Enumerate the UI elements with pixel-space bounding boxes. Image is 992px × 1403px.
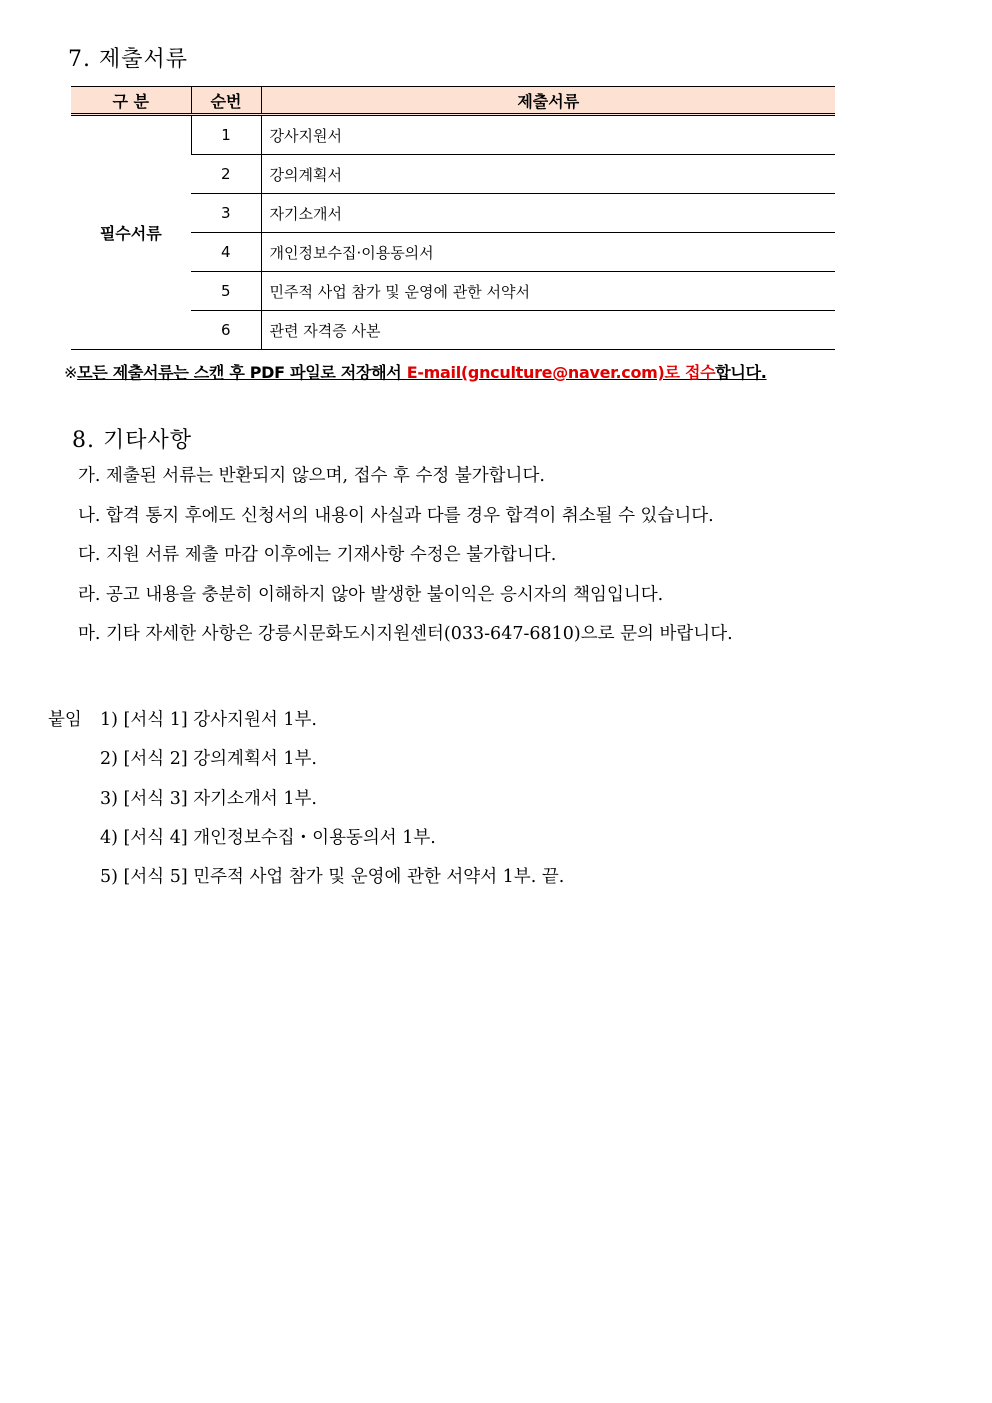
list-item: 다. 지원 서류 제출 마감 이후에는 기재사항 수정은 불가합니다. (78, 545, 557, 565)
header-number: 순번 (191, 87, 261, 115)
section-8-title: 8. 기타사항 (72, 428, 192, 453)
attachment-text: 5) [서식 5] 민주적 사업 참가 및 운영에 관한 서약서 1부. 끝. (100, 867, 565, 888)
submission-notice (64, 360, 767, 383)
attachment-item (48, 705, 564, 744)
notice-underlined (77, 363, 766, 382)
attachment-text: 4) [서식 4] 개인정보수집・이용동의서 1부. (100, 827, 436, 848)
attachment-item (48, 784, 564, 823)
section-7-title: 7. 제출서류 (68, 47, 188, 72)
row-number: 1 (191, 115, 261, 155)
documents-table (71, 86, 835, 350)
row-number: 4 (191, 233, 261, 272)
row-document: 강의계획서 (261, 155, 835, 194)
table-header-row (71, 87, 835, 115)
other-matters-list (78, 462, 733, 660)
row-number: 5 (191, 272, 261, 311)
header-document: 제출서류 (261, 87, 835, 115)
attachments (48, 705, 564, 901)
row-document: 관련 자격증 사본 (261, 311, 835, 350)
notice-email: E-mail(gnculture@naver.com) (406, 363, 665, 382)
list-item: 마. 기타 자세한 사항은 강릉시문화도시지원센터(033-647-6810)으로 문의 바랍니다. (78, 624, 733, 644)
attachment-text: 1) [서식 1] 강사지원서 1부. (100, 710, 317, 730)
notice-tail: 합니다. (715, 363, 767, 382)
attachment-text: 3) [서식 3] 자기소개서 1부. (100, 788, 317, 809)
attachment-item (48, 862, 564, 901)
list-item: 가. 제출된 서류는 반환되지 않으며, 접수 후 수정 불가합니다. (78, 466, 545, 486)
row-document: 자기소개서 (261, 194, 835, 233)
row-number: 2 (191, 155, 261, 194)
attachment-item (48, 744, 564, 783)
attachment-item (48, 823, 564, 862)
row-document: 민주적 사업 참가 및 운영에 관한 서약서 (261, 272, 835, 311)
reference-mark: ※ (64, 363, 78, 382)
table-row (71, 115, 835, 155)
notice-text: 모든 제출서류는 스캔 후 PDF 파일로 저장해서 (77, 363, 407, 382)
row-number: 6 (191, 311, 261, 350)
list-item: 라. 공고 내용을 충분히 이해하지 않아 발생한 불이익은 응시자의 책임입니다. (78, 584, 664, 605)
notice-action: 로 접수 (664, 363, 716, 382)
attachment-text: 2) [서식 2] 강의계획서 1부. (100, 749, 317, 770)
row-document: 개인정보수집·이용동의서 (261, 233, 835, 272)
attachments-label: 붙임 (48, 710, 82, 730)
list-item: 나. 합격 통지 후에도 신청서의 내용이 사실과 다를 경우 합격이 취소될 수 있습니다. (78, 505, 714, 526)
category-cell: 필수서류 (71, 115, 191, 350)
row-document: 강사지원서 (261, 115, 835, 155)
header-category: 구 분 (71, 87, 191, 115)
row-number: 3 (191, 194, 261, 233)
